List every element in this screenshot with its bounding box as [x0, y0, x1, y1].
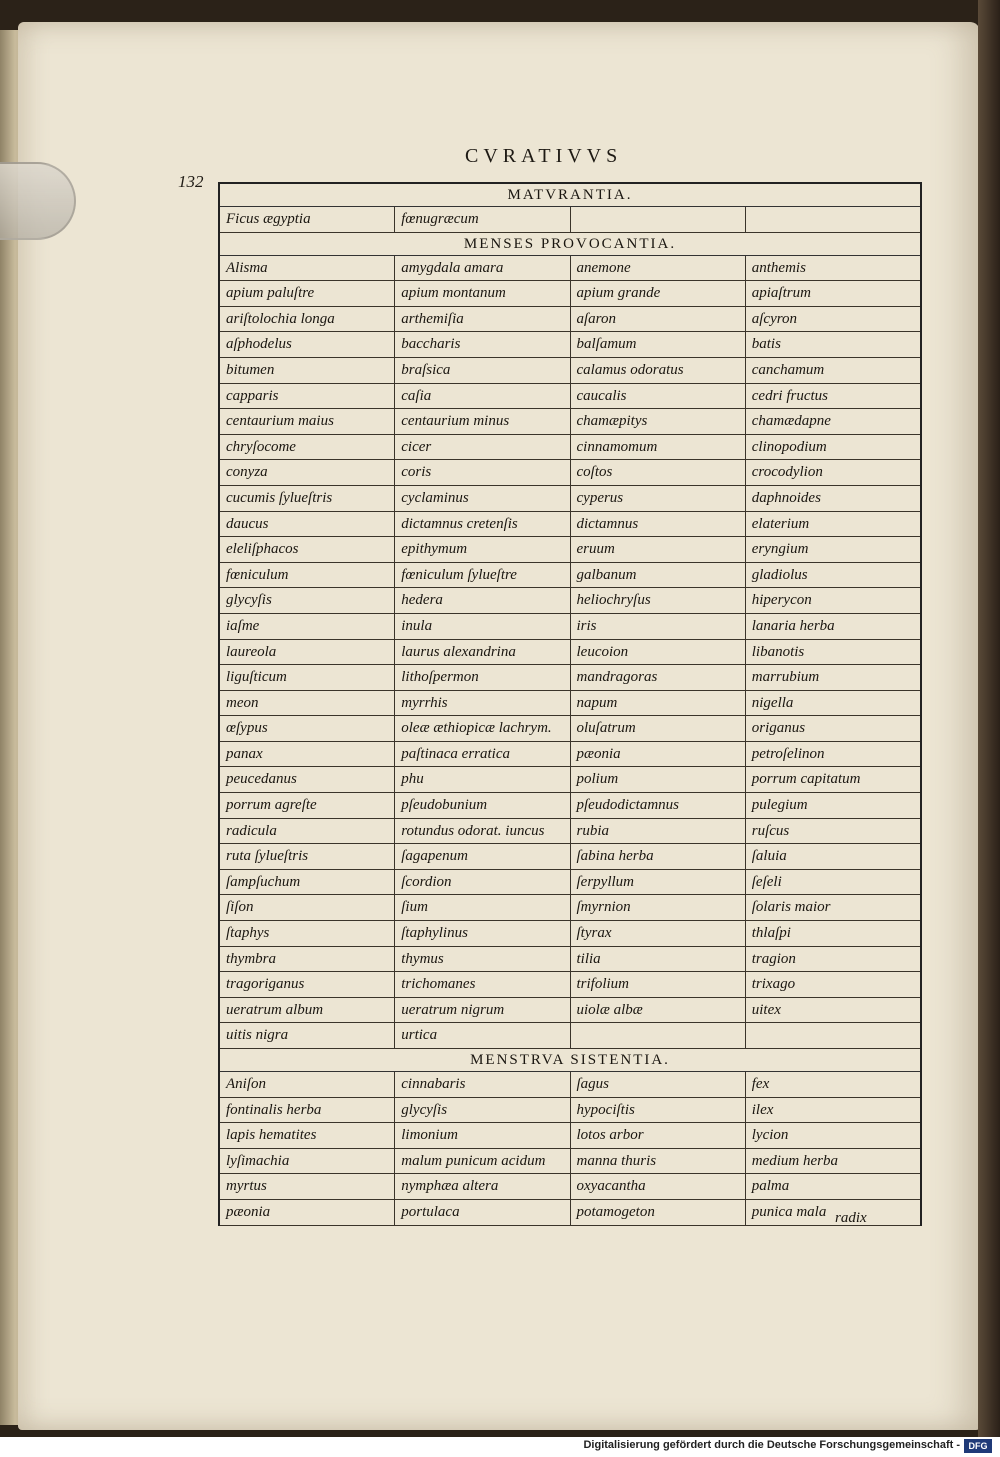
- running-head: CVRATIVVS: [465, 145, 623, 167]
- table-cell: thlaſpi: [751, 925, 791, 942]
- table-cell: uiolæ albæ: [571, 998, 746, 1023]
- table-row: [220, 998, 920, 1024]
- table-cell: malum punicum acidum: [395, 1149, 570, 1174]
- table-cell: lyſimachia: [220, 1149, 395, 1174]
- table-cell: arthemiſia: [395, 307, 570, 332]
- table-cell: ilex: [751, 1101, 774, 1118]
- table-row: [220, 895, 920, 921]
- table-cell: cedri fructus: [751, 387, 828, 404]
- table-row: [220, 921, 920, 947]
- table-cell: aſaron: [571, 307, 746, 332]
- table-cell: pſeudobunium: [395, 793, 570, 818]
- table-cell: cicer: [395, 435, 570, 460]
- table-row: [220, 486, 920, 512]
- table-row: [220, 742, 920, 768]
- table-cell: bitumen: [220, 358, 395, 383]
- table-cell: apium montanum: [395, 281, 570, 306]
- table-cell: fontinalis herba: [220, 1098, 395, 1123]
- table-row: [220, 1023, 920, 1049]
- table-cell: apium paluſtre: [220, 281, 395, 306]
- table-cell: cinnamomum: [571, 435, 746, 460]
- table-cell: braſsica: [395, 358, 570, 383]
- table-row: [220, 256, 920, 282]
- table-cell: dictamnus cretenſis: [395, 512, 570, 537]
- table-row: [220, 793, 920, 819]
- table-cell: ueratrum nigrum: [395, 998, 570, 1023]
- section-title: MENSES PROVOCANTIA.: [220, 233, 920, 256]
- table-cell: ſaluia: [751, 848, 787, 865]
- table-cell: Aniſon: [220, 1072, 395, 1097]
- table-cell: leucoion: [571, 640, 746, 665]
- table-cell: urtica: [395, 1023, 570, 1048]
- table-cell: potamogeton: [571, 1200, 746, 1225]
- section-title: MENSTRVA SISTENTIA.: [220, 1049, 920, 1072]
- table-cell: pſeudodictamnus: [571, 793, 746, 818]
- facing-page-edge: [978, 0, 1000, 1440]
- table-cell: libanotis: [751, 643, 805, 660]
- table-cell: ueratrum album: [220, 998, 395, 1023]
- table-row: [220, 870, 920, 896]
- table-cell: fœniculum: [220, 563, 395, 588]
- table-cell: caucalis: [571, 384, 746, 409]
- table-cell: meon: [220, 691, 395, 716]
- table-cell: uitis nigra: [220, 1023, 395, 1048]
- table-cell: [746, 1023, 920, 1048]
- table-row: [220, 512, 920, 538]
- table-cell: lithoſpermon: [395, 665, 570, 690]
- table-row: [220, 537, 920, 563]
- table-row: [220, 207, 920, 233]
- table-cell: glycyſis: [220, 588, 395, 613]
- table-cell: elaterium: [751, 515, 810, 532]
- table-cell: ſeſeli: [751, 873, 782, 890]
- table-cell: pæonia: [571, 742, 746, 767]
- table-row: [220, 819, 920, 845]
- table-cell: [571, 207, 746, 232]
- table-cell: chryſocome: [220, 435, 395, 460]
- table-cell: hiperycon: [751, 592, 812, 609]
- table-cell: trifolium: [571, 972, 746, 997]
- table-cell: [571, 1023, 746, 1048]
- table-cell: iris: [571, 614, 746, 639]
- table-cell: ſtaphylinus: [395, 921, 570, 946]
- table-cell: nymphæa altera: [395, 1174, 570, 1199]
- table-cell: œſypus: [220, 716, 395, 741]
- herb-table: [218, 182, 922, 1226]
- table-cell: pulegium: [751, 797, 808, 814]
- table-cell: amygdala amara: [395, 256, 570, 281]
- table-cell: aſcyron: [751, 310, 798, 327]
- dfg-logo: DFG: [964, 1439, 992, 1453]
- table-cell: epithymum: [395, 537, 570, 562]
- table-cell: fœnugræcum: [395, 207, 570, 232]
- table-row: [220, 716, 920, 742]
- table-cell: cyperus: [571, 486, 746, 511]
- table-cell: napum: [571, 691, 746, 716]
- table-row: [220, 435, 920, 461]
- table-cell: ſabina herba: [571, 844, 746, 869]
- table-cell: paſtinaca erratica: [395, 742, 570, 767]
- table-row: [220, 332, 920, 358]
- table-cell: centaurium minus: [395, 409, 570, 434]
- table-row: [220, 614, 920, 640]
- table-cell: anemone: [571, 256, 746, 281]
- table-cell: ruta ſylueſtris: [220, 844, 395, 869]
- table-row: [220, 691, 920, 717]
- table-cell: crocodylion: [751, 464, 823, 481]
- table-cell: chamædapne: [751, 413, 831, 430]
- table-cell: nigella: [751, 694, 794, 711]
- table-cell: [746, 207, 920, 232]
- table-cell: trixago: [751, 976, 796, 993]
- table-cell: Ficus ægyptia: [220, 207, 395, 232]
- footer-bar: [0, 1437, 1000, 1457]
- table-cell: ſampſuchum: [220, 870, 395, 895]
- table-row: [220, 307, 920, 333]
- table-cell: rotundus odorat. iuncus: [395, 819, 570, 844]
- table-cell: ſmyrnion: [571, 895, 746, 920]
- table-cell: inula: [395, 614, 570, 639]
- table-row: [220, 947, 920, 973]
- table-cell: lapis hematites: [220, 1123, 395, 1148]
- table-cell: ariſtolochia longa: [220, 307, 395, 332]
- table-cell: portulaca: [395, 1200, 570, 1225]
- table-cell: chamæpitys: [571, 409, 746, 434]
- table-row: [220, 1174, 920, 1200]
- table-row: [220, 1072, 920, 1098]
- table-cell: ſtaphys: [220, 921, 395, 946]
- table-cell: ſagus: [571, 1072, 746, 1097]
- table-cell: pæonia: [220, 1200, 395, 1225]
- table-cell: fex: [751, 1076, 770, 1092]
- funding-notice: Digitalisierung gefördert durch die Deutsche Forschungsgemeinschaft -: [583, 1439, 960, 1451]
- table-cell: hedera: [395, 588, 570, 613]
- table-cell: porrum agreſte: [220, 793, 395, 818]
- table-cell: eryngium: [751, 541, 809, 558]
- table-cell: eleliſphacos: [220, 537, 395, 562]
- table-cell: myrtus: [220, 1174, 395, 1199]
- table-cell: oluſatrum: [571, 716, 746, 741]
- table-cell: apium grande: [571, 281, 746, 306]
- table-cell: hypociſtis: [571, 1098, 746, 1123]
- table-cell: daucus: [220, 512, 395, 537]
- table-row: [220, 972, 920, 998]
- table-cell: lotos arbor: [571, 1123, 746, 1148]
- table-cell: centaurium maius: [220, 409, 395, 434]
- table-cell: ſcordion: [395, 870, 570, 895]
- table-cell: heliochryſus: [571, 588, 746, 613]
- table-cell: origanus: [751, 720, 806, 737]
- table-cell: porrum capitatum: [751, 771, 861, 788]
- table-row: [220, 1123, 920, 1149]
- table-row: [220, 767, 920, 793]
- table-cell: ſium: [395, 895, 570, 920]
- table-cell: dictamnus: [571, 512, 746, 537]
- table-cell: conyza: [220, 460, 395, 485]
- table-cell: batis: [751, 336, 781, 353]
- table-cell: calamus odoratus: [571, 358, 746, 383]
- table-cell: limonium: [395, 1123, 570, 1148]
- table-cell: cinnabaris: [395, 1072, 570, 1097]
- table-cell: iaſme: [220, 614, 395, 639]
- table-cell: balſamum: [571, 332, 746, 357]
- table-cell: aſphodelus: [220, 332, 395, 357]
- section-title: MATVRANTIA.: [220, 184, 920, 207]
- table-cell: manna thuris: [571, 1149, 746, 1174]
- table-row: [220, 358, 920, 384]
- table-cell: laurus alexandrina: [395, 640, 570, 665]
- page-clip: [0, 162, 76, 240]
- table-cell: baccharis: [395, 332, 570, 357]
- table-row: [220, 460, 920, 486]
- table-cell: petroſelinon: [751, 745, 825, 762]
- table-cell: tragoriganus: [220, 972, 395, 997]
- table-cell: uitex: [751, 1001, 781, 1018]
- table-cell: canchamum: [751, 361, 825, 378]
- table-row: [220, 409, 920, 435]
- table-cell: Alisma: [220, 256, 395, 281]
- table-cell: capparis: [220, 384, 395, 409]
- table-cell: rubia: [571, 819, 746, 844]
- table-cell: apiaſtrum: [751, 285, 811, 302]
- table-cell: caſia: [395, 384, 570, 409]
- table-row: [220, 1200, 920, 1226]
- table-cell: marrubium: [751, 669, 820, 686]
- table-cell: ruſcus: [751, 822, 790, 839]
- table-cell: laureola: [220, 640, 395, 665]
- table-cell: galbanum: [571, 563, 746, 588]
- table-cell: anthemis: [751, 259, 806, 276]
- table-cell: gladiolus: [751, 566, 808, 583]
- table-cell: radicula: [220, 819, 395, 844]
- table-cell: cyclaminus: [395, 486, 570, 511]
- table-cell: myrrhis: [395, 691, 570, 716]
- table-cell: peucedanus: [220, 767, 395, 792]
- page-number: 132: [178, 172, 204, 191]
- table-cell: coris: [395, 460, 570, 485]
- table-cell: cucumis ſylueſtris: [220, 486, 395, 511]
- table-cell: ſtyrax: [571, 921, 746, 946]
- table-cell: daphnoides: [751, 489, 821, 506]
- table-cell: eruum: [571, 537, 746, 562]
- table-cell: trichomanes: [395, 972, 570, 997]
- table-cell: oxyacantha: [571, 1174, 746, 1199]
- table-cell: panax: [220, 742, 395, 767]
- table-row: [220, 588, 920, 614]
- table-row: [220, 640, 920, 666]
- table-row: [220, 1098, 920, 1124]
- table-cell: punica mala: [751, 1203, 827, 1220]
- table-cell: thymbra: [220, 947, 395, 972]
- table-cell: palma: [751, 1178, 790, 1195]
- table-row: [220, 844, 920, 870]
- table-cell: medium herba: [751, 1152, 838, 1169]
- table-cell: mandragoras: [571, 665, 746, 690]
- table-cell: liguſticum: [220, 665, 395, 690]
- table-row: [220, 665, 920, 691]
- table-row: [220, 563, 920, 589]
- table-cell: coſtos: [571, 460, 746, 485]
- table-cell: polium: [571, 767, 746, 792]
- table-row: [220, 281, 920, 307]
- table-cell: lycion: [751, 1127, 789, 1144]
- table-cell: lanaria herba: [751, 617, 835, 634]
- table-cell: tilia: [571, 947, 746, 972]
- table-cell: thymus: [395, 947, 570, 972]
- table-cell: oleæ æthiopicæ lachrym.: [395, 716, 570, 741]
- table-row: [220, 1149, 920, 1175]
- table-cell: ſagapenum: [395, 844, 570, 869]
- table-row: [220, 384, 920, 410]
- table-cell: tragion: [751, 950, 796, 967]
- table-cell: fœniculum ſylueſtre: [395, 563, 570, 588]
- table-cell: ſerpyllum: [571, 870, 746, 895]
- table-cell: phu: [395, 767, 570, 792]
- table-cell: glycyſis: [395, 1098, 570, 1123]
- table-cell: ſiſon: [220, 895, 395, 920]
- table-cell: ſolaris maior: [751, 899, 831, 916]
- table-cell: clinopodium: [751, 438, 827, 455]
- catchword: radix: [835, 1210, 867, 1226]
